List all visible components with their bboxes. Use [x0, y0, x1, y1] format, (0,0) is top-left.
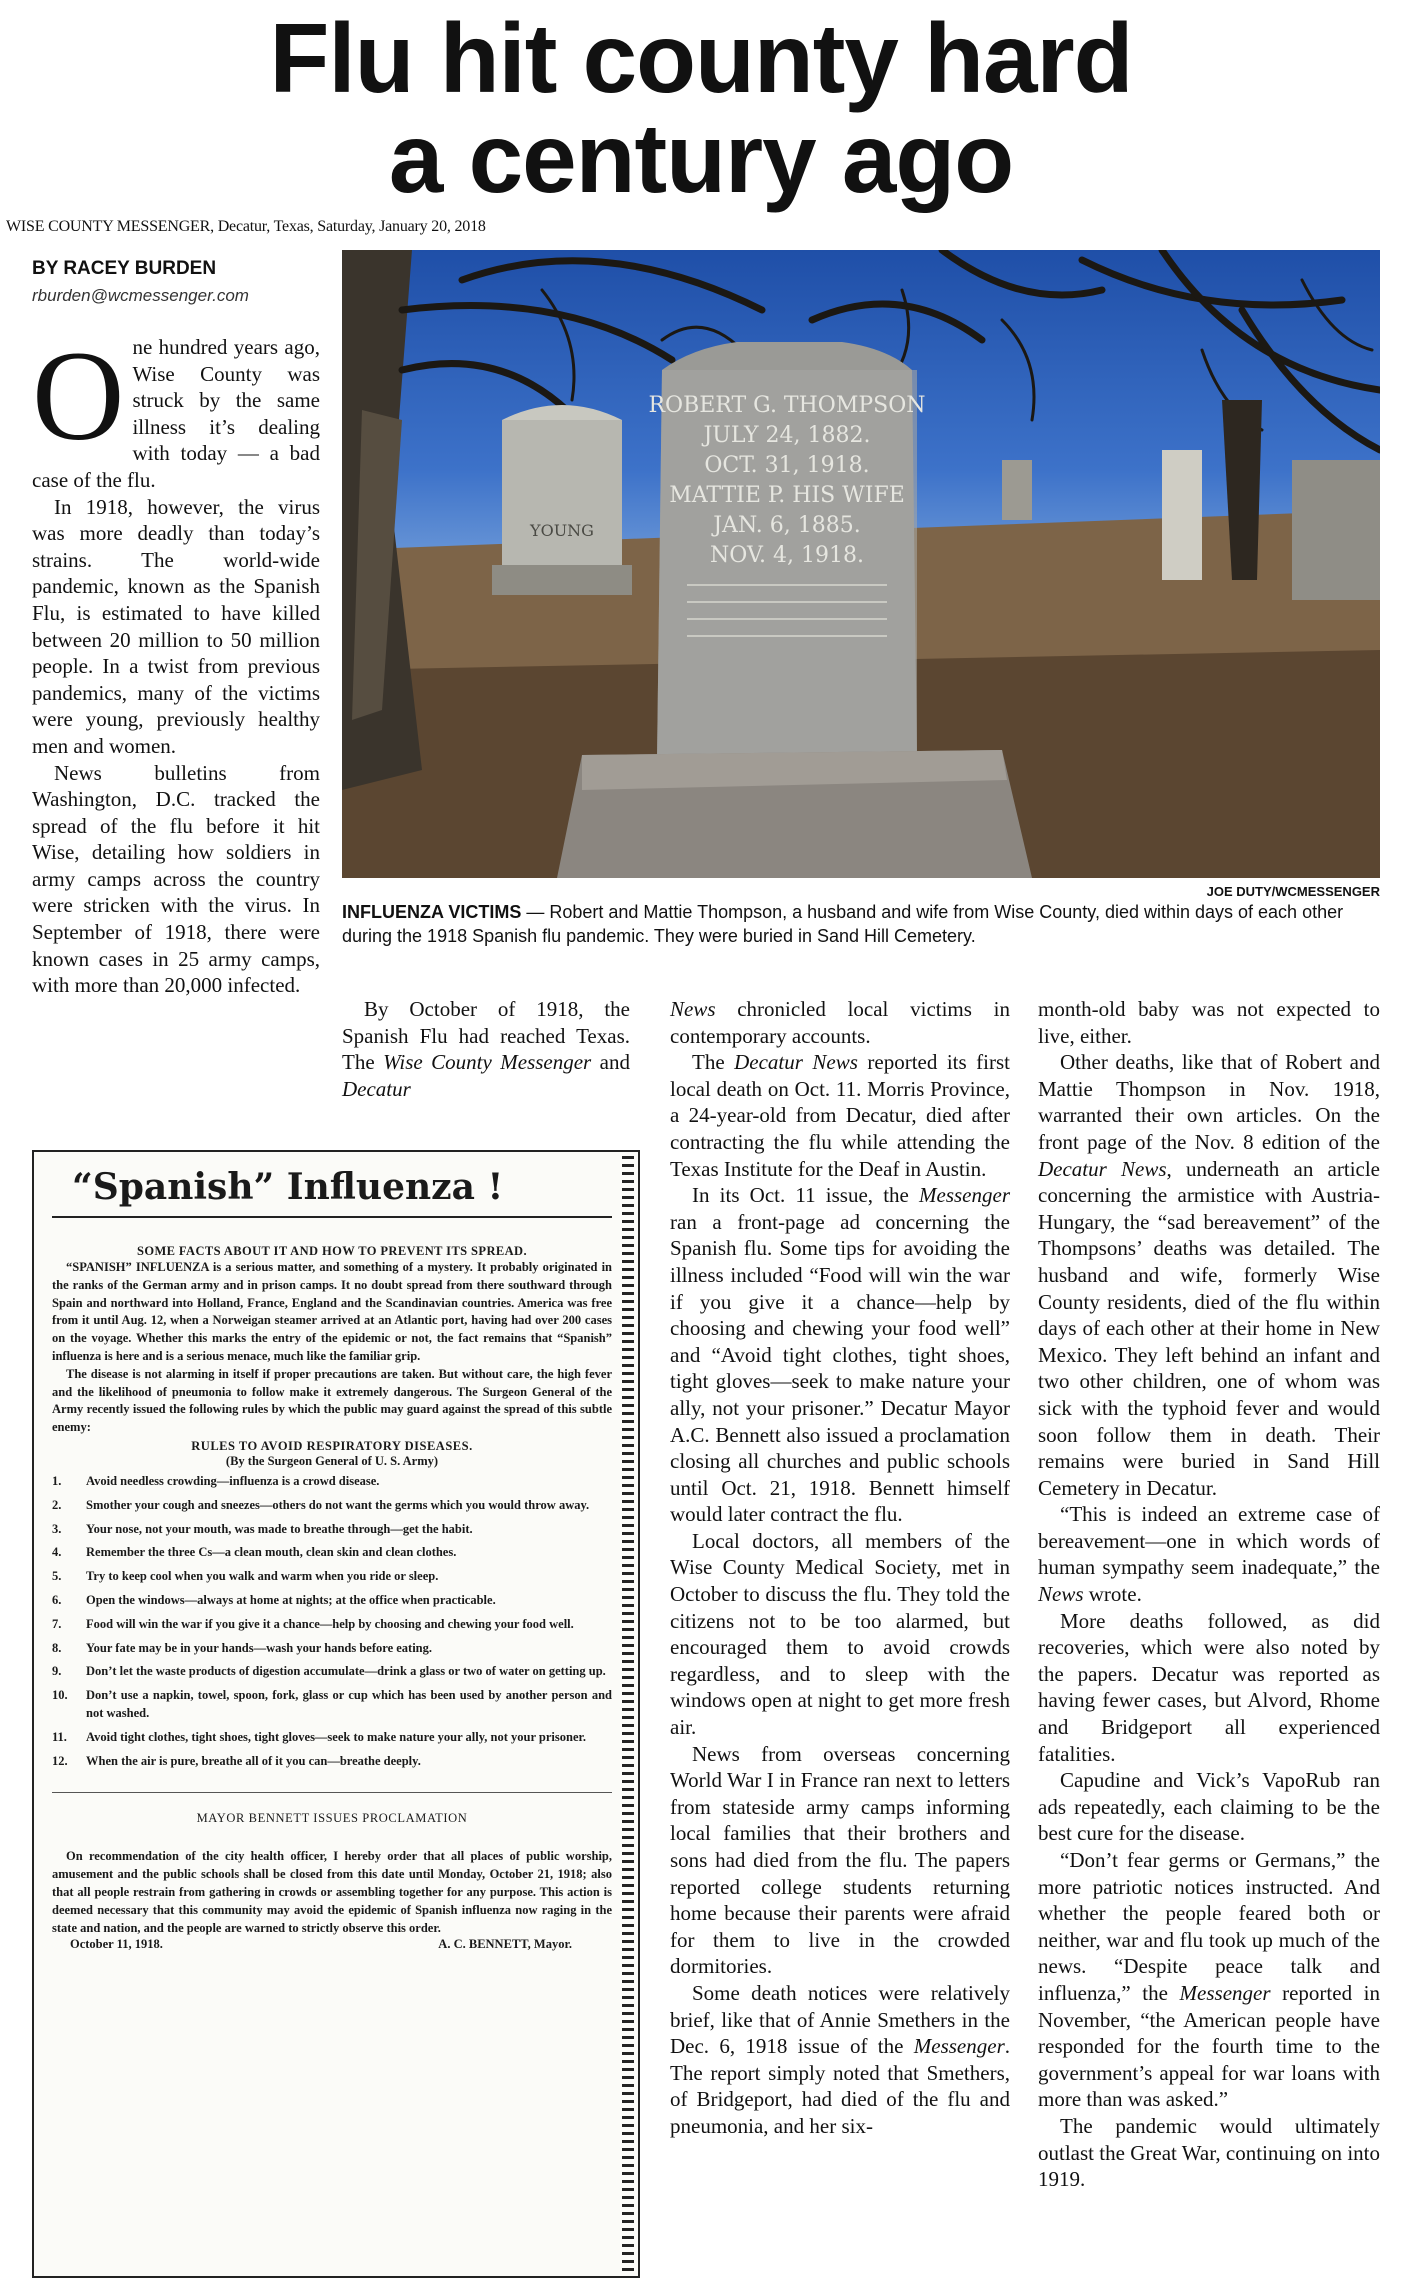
clipping-border — [622, 1156, 634, 2272]
rule-number: 12. — [52, 1753, 68, 1768]
article-paragraph: The pandemic would ultimately outlast the Great War, continuing on into 1919. — [1038, 2113, 1380, 2192]
headstone-line: JULY 24, 1882. — [703, 423, 871, 448]
rule-text: Don’t use a napkin, towel, spoon, fork, glass or cup which has been used by another person and not washed. — [86, 1688, 612, 1720]
rules-list — [52, 1473, 612, 1770]
headline-line-1: Flu hit county hard — [269, 3, 1133, 113]
publication-name: Messenger — [1179, 1980, 1271, 2005]
paragraph-text: In its Oct. 11 issue, the — [692, 1183, 920, 1208]
rule-number: 3. — [52, 1521, 62, 1536]
rule-text: Avoid needless crowding—influenza is a crowd disease. — [86, 1473, 380, 1488]
proclamation-signature: A. C. BENNETT, Mayor. — [438, 1937, 572, 1952]
paragraph-text: “Don’t fear germs or Germans,” the more patriotic notices instructed. And whether the people feared both or neither, war and flu took up much of the news. “Despite peace talk and influenza,” the — [1038, 1848, 1380, 2005]
article-paragraph: Local doctors, all members of the Wise County Medical Society, met in October to discuss the flu. They told the citizens not to be too alarmed, but encouraged them to avoid crowds regardless, and to sleep with the windows open at night to get more fresh air. — [670, 1528, 1010, 1740]
rule-text: Don’t let the waste products of digestion accumulate—drink a glass or two of water on getting up. — [86, 1664, 606, 1679]
article-paragraph — [1038, 1847, 1380, 2113]
publication-name: Decatur News — [1038, 1156, 1167, 1181]
author-email: rburden@wcmessenger.com — [32, 286, 249, 305]
paragraph-text: “This is indeed an extreme case of bereavement—one in which words of human sympathy seem inadequate,” the — [1038, 1502, 1380, 1580]
article-paragraph: In 1918, however, the virus was more deadly than today’s strains. The world-wide pandemic, known as the Spanish Flu, is estimated to have killed between 20 million to 50 million people. In a twist from previous pandemics, many of the victims were young, previously healthy men and women. — [32, 494, 320, 758]
caption-lead: INFLUENZA VICTIMS — [342, 902, 522, 922]
paragraph-text: ran a front-page ad concerning the Spanish flu. Some tips for avoiding the illness included “Food will win the war if you give it a chance—help by choosing and chewing your food well” and “Avoid tight clothes, tight shoes, tight gloves—seek to make nature your ally, not your prisoner.” Decatur Mayor A.C. Bennett also issued a proclamation closing all churches and public schools until Oct. 21, 1918. Bennett himself would later contract the flu. — [670, 1209, 1010, 1527]
paragraph-text: Some death notices were relatively brief, like that of Annie Smethers in the Dec. 6, 1918 issue of the — [670, 1980, 1010, 2059]
rules-subtitle: (By the Surgeon General of U. S. Army) — [225, 1453, 439, 1468]
publication-name: News — [1038, 1582, 1084, 1607]
article-paragraph — [670, 1182, 1010, 1528]
headline — [0, 3, 1402, 213]
article-paragraph — [670, 1049, 1010, 1182]
rule-item — [52, 1640, 612, 1658]
article-column-3 — [670, 996, 1010, 2140]
dateline: WISE COUNTY MESSENGER, Decatur, Texas, Saturday, January 20, 2018 — [6, 218, 486, 235]
publication-name: Wise County Messenger — [383, 1050, 592, 1075]
article-paragraph — [670, 996, 1010, 1049]
article-column-2 — [342, 996, 630, 1102]
article-paragraph: News bulletins from Washington, D.C. tracked the spread of the flu before it hit Wise, detailing how soldiers in army camps across the country were stricken with the virus. In September of 1918, there were known cases in 25 army camps, with more than 20,000 infected. — [32, 760, 320, 998]
article-paragraph — [1038, 1049, 1380, 1501]
article-paragraph — [32, 325, 320, 494]
rule-number: 6. — [52, 1592, 62, 1607]
rule-text: Food will win the war if you give it a chance—help by choosing and chewing your food well. — [86, 1616, 574, 1631]
publication-name: Decatur — [342, 1076, 411, 1101]
rule-text: Smother your cough and sneezes—others do not want the germs which you would throw away. — [86, 1497, 590, 1512]
rule-item — [52, 1592, 612, 1610]
historic-clipping — [32, 1150, 640, 2278]
paragraph-text: reported in November, “the American people have responded for the fourth time to the government’s appeal for war loans with more than was asked.” — [1038, 1980, 1380, 2112]
rule-number: 8. — [52, 1640, 62, 1655]
article-paragraph — [342, 996, 630, 1102]
byline: BY RACEY BURDEN — [32, 258, 217, 279]
drop-cap: O — [32, 325, 125, 467]
clipping-content — [52, 1166, 612, 1952]
paragraph-text: reported its first local death on Oct. 11. Morris Province, a 24-year-old from Decatur, died after contracting the flu while attending the Texas Institute for the Deaf in Austin. — [670, 1050, 1010, 1181]
paragraph-text: Other deaths, like that of Robert and Mattie Thompson in Nov. 1918, warranted their own articles. On the front page of the Nov. 8 edition of the — [1038, 1050, 1380, 1154]
article-paragraph — [670, 1980, 1010, 2140]
rule-item — [52, 1497, 612, 1515]
publication-name: Messenger — [913, 2034, 1005, 2059]
headstone-line: MATTIE P. HIS WIFE — [669, 483, 905, 508]
article-paragraph — [1038, 1501, 1380, 1607]
cemetery-photo-illustration — [342, 250, 1380, 878]
rule-text: Avoid tight clothes, tight shoes, tight gloves—seek to make nature your ally, not your prisoner. — [86, 1729, 587, 1744]
rule-text: Your nose, not your mouth, was made to breathe through—get the habit. — [86, 1521, 473, 1536]
caption-text: — Robert and Mattie Thompson, a husband and wife from Wise County, died within days of each other during the 1918 Spanish flu pandemic. They were buried in Sand Hill Cemetery. — [342, 902, 1344, 946]
article-paragraph: month-old baby was not expected to live, either. — [1038, 997, 1380, 1048]
paragraph-text: By October of 1918, the Spanish Flu had reached Texas. The — [342, 997, 630, 1075]
clipping-paragraph: “SPANISH” INFLUENZA is a serious matter, and something of a mystery. It probably originated in the ranks of the German army and in prison camps. It no doubt spread from there southward through Spain and northward into Holland, France, England and the Scandinavian countries. America was free from it until Aug. 12, when a Norweigan steamer arrived at an Atlantic port, having had over 200 cases on the voyage. Whether this marks the entry of the epidemic or not, the fact remains that “Spanish” influenza is here and is a serious menace, much like the familiar grip. — [52, 1260, 612, 1363]
publication-name: News — [670, 997, 716, 1021]
rule-item — [52, 1687, 612, 1723]
rule-text: Try to keep cool when you walk and warm when you ride or sleep. — [86, 1569, 439, 1584]
cemetery-photo — [342, 250, 1380, 878]
paragraph-text: , underneath an article concerning the armistice with Austria-Hungary, the “sad bereavement” of the Thompsons’ deaths was detailed. The husband and wife, formerly Wise County residents, died of the flu within days of each other at their home in New Mexico. They left behind an infant and two other children, one of whom was sick with the typhoid fever and would soon follow them in death. Their remains were buried in Sand Hill Cemetery in Decatur. — [1038, 1156, 1380, 1500]
rule-number: 5. — [52, 1569, 62, 1584]
paragraph-text: chronicled local victims in contemporary accounts. — [670, 997, 1010, 1048]
rule-number: 9. — [52, 1664, 62, 1679]
rule-number: 10. — [52, 1688, 68, 1703]
rule-number: 2. — [52, 1497, 62, 1512]
headstone-line: NOV. 4, 1918. — [710, 543, 864, 568]
publication-name: Messenger — [919, 1183, 1010, 1208]
rule-number: 4. — [52, 1545, 62, 1560]
rule-item — [52, 1753, 612, 1771]
rule-number: 7. — [52, 1616, 62, 1631]
article-paragraph: More deaths followed, as did recoveries, which were also noted by the papers. Decatur was reported as having fewer cases, but Alvord, Rhome and Bridgeport all experienced fatalities. — [1038, 1608, 1380, 1766]
rule-text: When the air is pure, breathe all of it you can—breathe deeply. — [86, 1753, 421, 1768]
headline-line-2: a century ago — [388, 103, 1014, 213]
rule-item — [52, 1473, 612, 1491]
headstone-line: ROBERT G. THOMPSON — [648, 393, 926, 418]
rule-text: Remember the three Cs—a clean mouth, clean skin and clean clothes. — [86, 1545, 457, 1560]
article-column-4 — [1038, 996, 1380, 2193]
photo-caption — [342, 900, 1380, 948]
clipping-title: “Spanish” Influenza ! — [52, 1166, 612, 1218]
headstone-line: OCT. 31, 1918. — [704, 453, 870, 478]
article-column-1 — [32, 325, 320, 999]
rules-title: RULES TO AVOID RESPIRATORY DISEASES. — [191, 1438, 473, 1453]
photo-credit: JOE DUTY/WCMESSENGER — [1206, 884, 1380, 899]
rule-item — [52, 1544, 612, 1562]
article-paragraph: Capudine and Vick’s VapoRub ran ads repeatedly, each claiming to be the best cure for the disease. — [1038, 1768, 1380, 1846]
paragraph-text: . The report simply noted that Smethers, of Bridgeport, had died of the flu and pneumonia, and her six- — [670, 2034, 1010, 2138]
headstone-line: JAN. 6, 1885. — [713, 513, 861, 538]
small-stone-text: YOUNG — [530, 521, 594, 540]
rule-item — [52, 1663, 612, 1681]
proclamation-text: On recommendation of the city health officer, I hereby order that all places of public worship, amusement and the public schools shall be closed from this date until Monday, October 21, 1918; also that all people restrain from gathering in crowds or assembling together for any purpose. This action is deemed necessary that this community may avoid the epidemic of Spanish influenza now raging in the state and nation, and the people are warned to strictly observe this order. — [52, 1849, 612, 1935]
proclamation-heading: MAYOR BENNETT ISSUES PROCLAMATION — [52, 1792, 612, 1826]
rule-number: 11. — [52, 1729, 67, 1744]
clipping-subhead: SOME FACTS ABOUT IT AND HOW TO PREVENT ITS SPREAD. — [136, 1244, 527, 1258]
rule-item — [52, 1521, 612, 1539]
paragraph-text: and — [591, 1050, 630, 1075]
paragraph-text: ne hundred years ago, Wise County was struck by the same illness it’s dealing with today — a bad case of the flu. — [32, 335, 320, 492]
rule-text: Your fate may be in your hands—wash your hands before eating. — [86, 1640, 433, 1655]
paragraph-text: The — [692, 1050, 735, 1075]
rule-item — [52, 1616, 612, 1634]
clipping-paragraph: The disease is not alarming in itself if proper precautions are taken. But without care, the high fever and the likelihood of pneumonia to follow make it extremely dangerous. The Surgeon General of the Army recently issued the following rules by which the public may guard against the spread of this subtle enemy: — [52, 1366, 612, 1435]
rule-item — [52, 1729, 612, 1747]
article-paragraph: News from overseas concerning World War I in France ran next to letters from stateside army camps informing local families that their brothers and sons had died from the flu. The papers reported college students returning home because their parents were afraid for them to live in the crowded dormitories. — [670, 1741, 1010, 1979]
publication-name: Decatur News — [734, 1050, 858, 1075]
rule-number: 1. — [52, 1473, 62, 1488]
rule-text: Open the windows—always at home at nights; at the office when practicable. — [86, 1592, 496, 1607]
proclamation-date: October 11, 1918. — [70, 1937, 163, 1952]
rule-item — [52, 1568, 612, 1586]
paragraph-text: wrote. — [1083, 1582, 1142, 1607]
proclamation-signature-row — [52, 1937, 612, 1952]
